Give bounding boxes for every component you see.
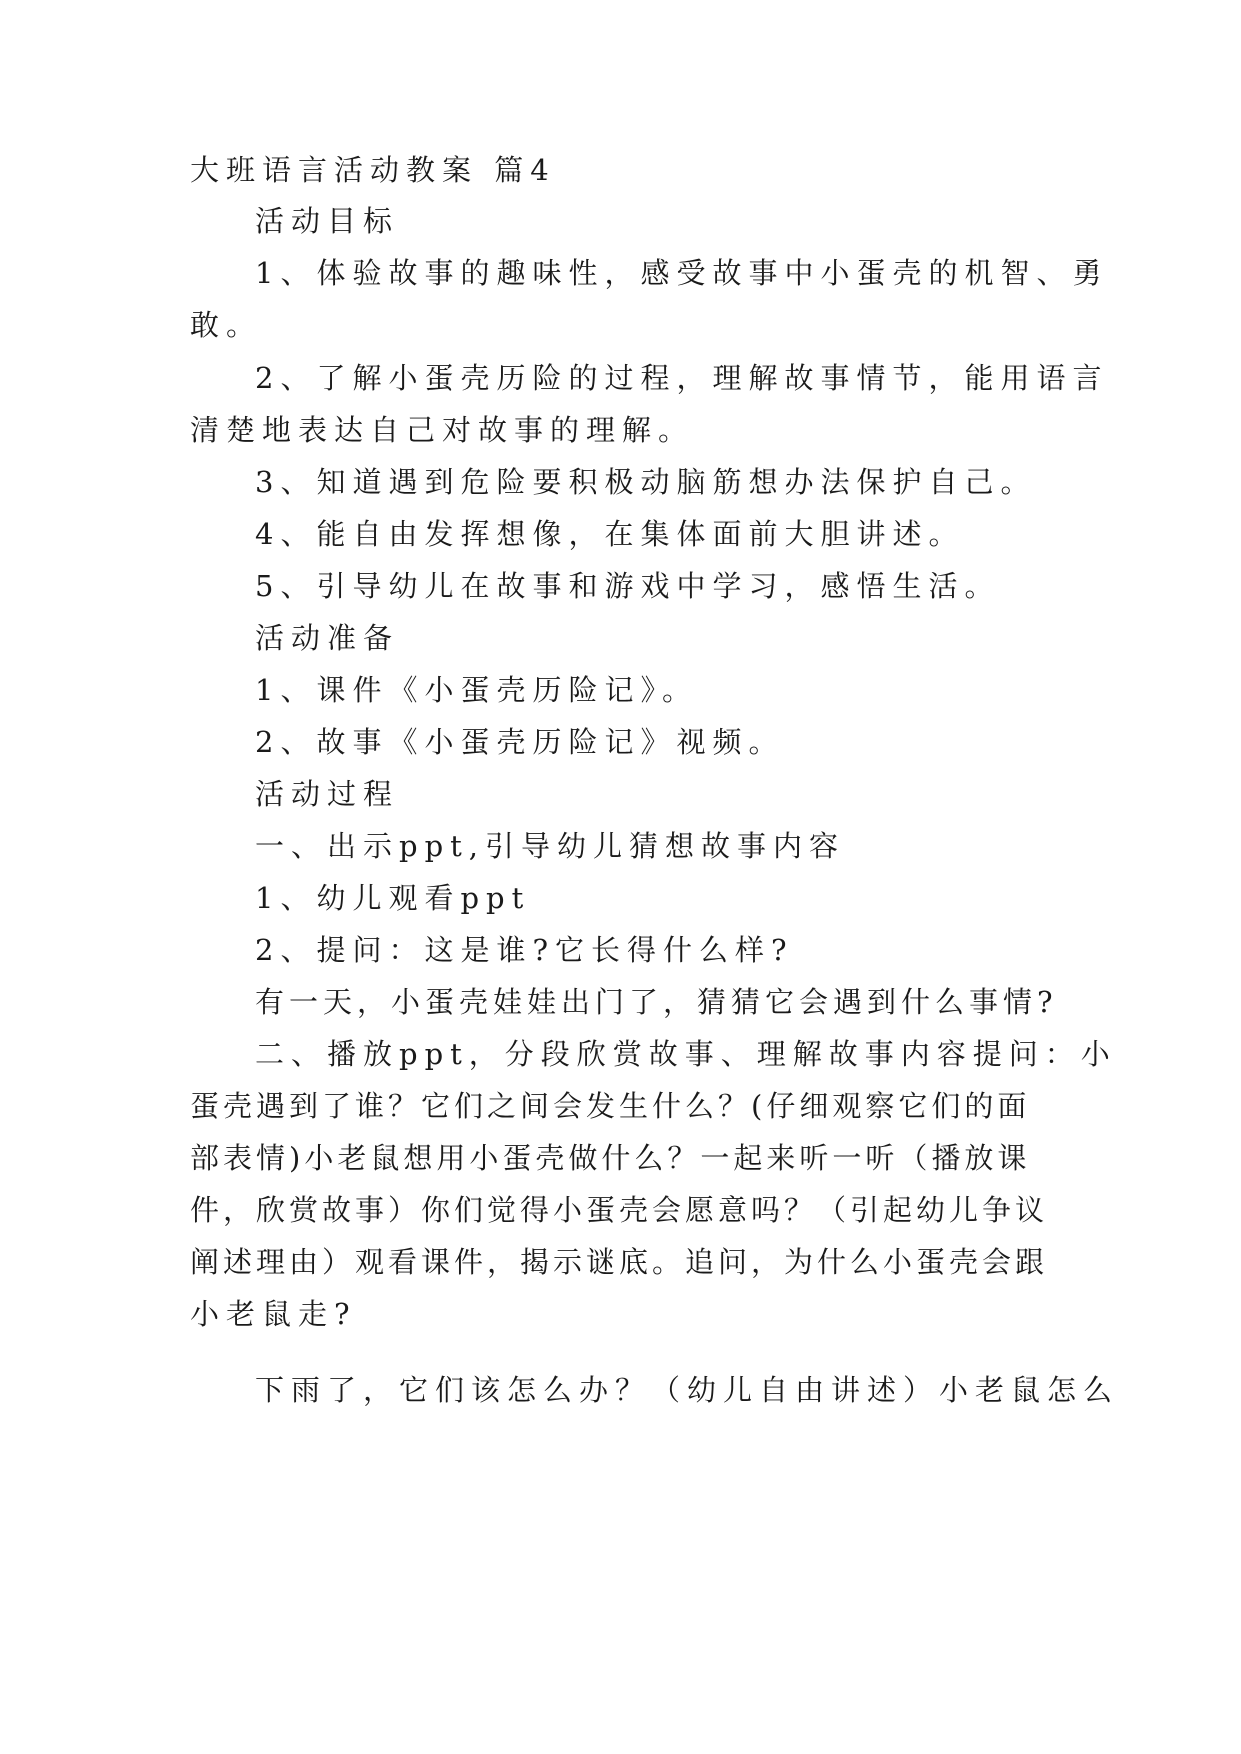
paragraph-line: 一、出示ppt,引导幼儿猜想故事内容 [255, 829, 846, 863]
paragraph-line: 1、幼儿观看ppt [255, 881, 531, 915]
paragraph-line: 阐述理由）观看课件，揭示谜底。追问，为什么小蛋壳会跟 [190, 1245, 1049, 1279]
paragraph-line: 件，欣赏故事）你们觉得小蛋壳会愿意吗？（引起幼儿争议 [190, 1193, 1049, 1227]
paragraph-line: 敢。 [190, 308, 263, 342]
paragraph-line: 1、体验故事的趣味性，感受故事中小蛋壳的机智、勇 [255, 256, 1109, 290]
paragraph-line: 2、了解小蛋壳历险的过程，理解故事情节，能用语言 [255, 361, 1109, 395]
paragraph-line: 小老鼠走? [190, 1297, 357, 1331]
paragraph-line: 有一天，小蛋壳娃娃出门了，猜猜它会遇到什么事情? [255, 985, 1058, 1019]
paragraph-line: 部表情)小老鼠想用小蛋壳做什么？一起来听一听（播放课 [190, 1141, 1031, 1175]
paragraph-line: 4、能自由发挥想像，在集体面前大胆讲述。 [255, 517, 965, 551]
paragraph-line: 二、播放ppt，分段欣赏故事、理解故事内容提问：小 [255, 1037, 1117, 1071]
paragraph-line: 清楚地表达自己对故事的理解。 [190, 413, 695, 447]
paragraph-line: 下雨了，它们该怎么办？（幼儿自由讲述）小老鼠怎么 [255, 1373, 1120, 1407]
section-heading-goals: 活动目标 [255, 204, 400, 238]
section-heading-process: 活动过程 [255, 777, 400, 811]
paragraph-line: 2、提问：这是谁?它长得什么样? [255, 933, 794, 967]
document-title: 大班语言活动教案 篇4 [190, 153, 556, 187]
paragraph-line: 5、引导幼儿在故事和游戏中学习，感悟生活。 [255, 569, 1001, 603]
paragraph-line: 3、知道遇到危险要积极动脑筋想办法保护自己。 [255, 465, 1037, 499]
paragraph-line: 蛋壳遇到了谁？它们之间会发生什么？(仔细观察它们的面 [190, 1089, 1031, 1123]
section-heading-preparation: 活动准备 [255, 621, 400, 655]
paragraph-line: 1、课件《小蛋壳历险记》。 [255, 673, 698, 707]
paragraph-line: 2、故事《小蛋壳历险记》视频。 [255, 725, 785, 759]
